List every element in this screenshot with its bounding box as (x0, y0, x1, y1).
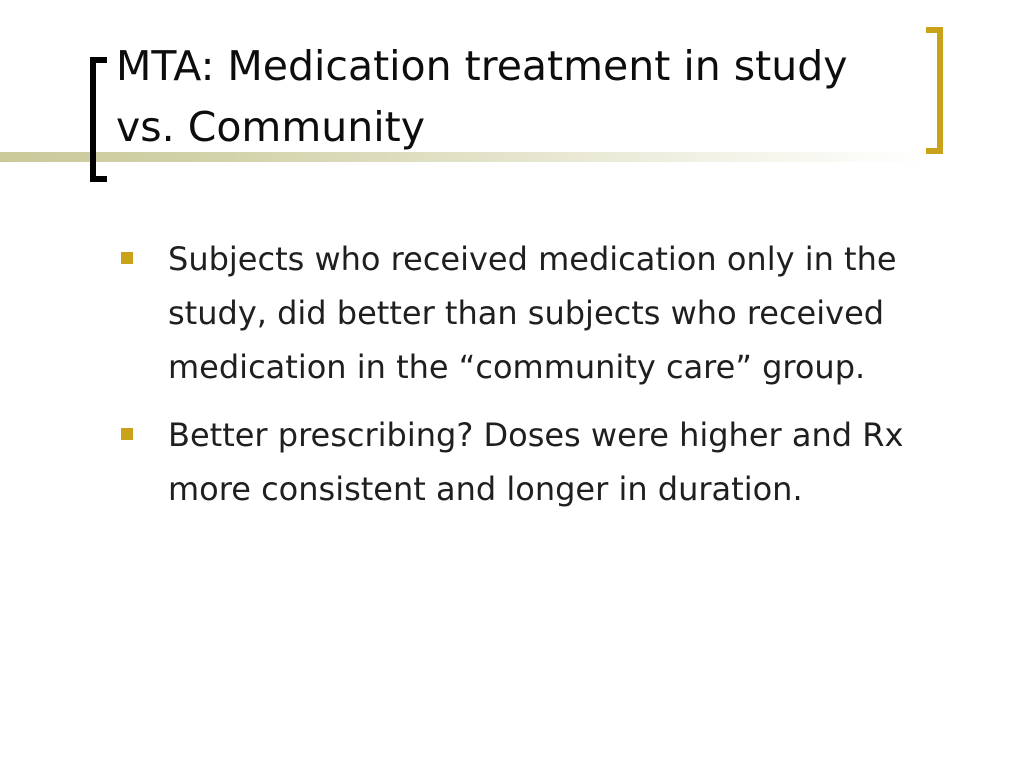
bullet-item (116, 232, 956, 394)
bullet-item (116, 408, 956, 516)
right-bracket-decoration (926, 27, 943, 154)
left-bracket-decoration (90, 57, 107, 182)
bullet-text: Subjects who received medication only in the study, did better than subjects who received medication in the “community care” group. (168, 240, 897, 386)
slide-title: MTA: Medication treatment in study vs. Community (116, 42, 848, 151)
square-bullet-icon (121, 428, 133, 440)
bullet-text: Better prescribing? Doses were higher and Rx more consistent and longer in duration. (168, 416, 904, 508)
bullet-list (116, 232, 956, 530)
square-bullet-icon (121, 252, 133, 264)
